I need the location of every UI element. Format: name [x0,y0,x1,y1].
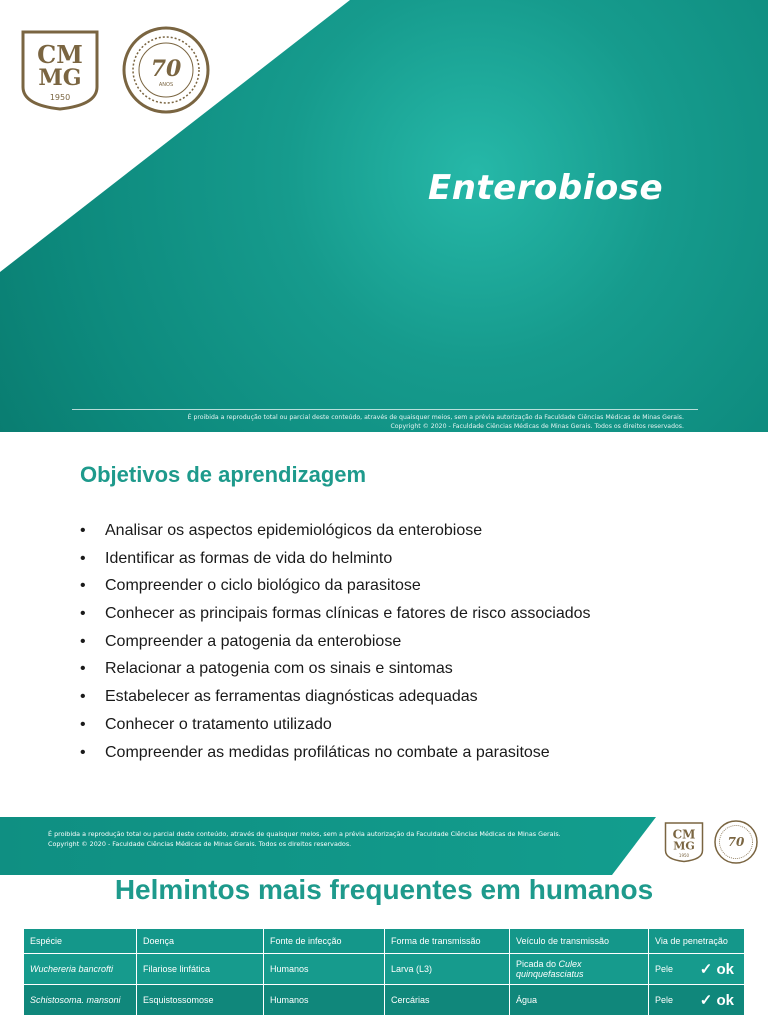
list-item [80,605,591,633]
objective-text: Compreender as medidas profiláticas no combate a parasitose [105,743,550,761]
copyright-line: É proibida a reprodução total ou parcial deste conteúdo, através de quaisquer meios, sem a prévia autorização da Faculdade Ciências Médicas de Minas Gerais. [48,830,561,838]
column-header: Forma de transmissão [385,929,510,954]
vehicle-text: Água [516,995,538,1005]
svg-text:70: 70 [727,835,745,849]
route-text: Pele [655,995,674,1005]
list-item [80,577,591,605]
helminths-slide [0,810,768,1024]
objective-text: Relacionar a patogenia com os sinais e sintomas [105,660,453,678]
svg-text:70: 70 [150,56,182,82]
objective-text: Analisar os aspectos epidemiológicos da enterobiose [105,522,483,539]
svg-text:MG: MG [673,839,695,853]
form-cell: Cercárias [385,985,510,1016]
bullet-icon: • [80,577,86,595]
vehicle-cell [510,954,649,985]
source-cell: Humanos [264,985,385,1016]
objective-text: Identificar as formas de vida do helminto [105,549,393,567]
species-cell: Wuchereria bancrofti [24,954,137,985]
copyright-notice [188,413,684,431]
column-header: Doença [137,929,264,954]
copyright-line: É proibida a reprodução total ou parcial deste conteúdo, através de quaisquer meios, sem a prévia autorização da Faculdade Ciências Médicas de Minas Gerais. [187,414,684,421]
disease-cell: Esquistossomose [137,985,264,1016]
list-item [80,688,591,716]
list-item [80,660,591,688]
svg-text:MG: MG [38,65,82,91]
objectives-slide [0,432,768,810]
svg-text:1950: 1950 [49,93,71,102]
helminths-heading: Helmintos mais frequentes em humanos [114,874,654,905]
route-cell [649,954,745,985]
bullet-icon: • [80,632,86,650]
bullet-icon: • [80,549,86,567]
source-cell: Humanos [264,954,385,985]
bullet-icon: • [80,522,86,539]
table-row [24,954,745,985]
bullet-icon: • [80,605,86,623]
objective-text: Compreender o ciclo biológico da parasitose [105,577,421,595]
objective-text: Compreender a patogenia da enterobiose [105,632,402,650]
check-ok-icon: ✓ ok [699,992,734,1009]
svg-text:ANOS: ANOS [158,82,174,88]
seal-70-years-icon [714,820,758,864]
cmmg-logo [664,821,704,863]
seal-70-years-icon [122,26,210,114]
list-item [80,744,591,772]
disease-cell: Filariose linfática [137,954,264,985]
slide-title: Enterobiose [428,168,664,208]
objective-text: Estabelecer as ferramentas diagnósticas adequadas [105,688,478,706]
column-header: Fonte de infecção [264,929,385,954]
vehicle-cell [510,985,649,1016]
list-item [80,633,591,661]
column-header: Via de penetração [649,929,745,954]
helminths-table [23,928,745,1016]
species-cell: Schistosoma. mansoni [24,985,137,1016]
table-row [24,985,745,1016]
check-ok-icon: ✓ ok [699,961,734,978]
cmmg-logo [20,29,100,111]
form-cell: Larva (L3) [385,954,510,985]
logo-group [664,820,758,864]
svg-text:1950: 1950 [678,853,690,858]
svg-text:CM: CM [37,40,83,69]
objectives-list [80,522,591,771]
vehicle-species: Culex quinquefasciatus [516,959,584,979]
bullet-icon: • [80,660,86,678]
objective-text: Conhecer as principais formas clínicas e fatores de risco associados [105,605,591,623]
objective-text: Conhecer o tratamento utilizado [105,715,332,733]
svg-text:CM: CM [672,827,696,842]
route-text: Pele [655,964,674,974]
list-item [80,716,591,744]
column-header: Veículo de transmissão [510,929,649,954]
bullet-icon: • [80,688,86,706]
divider-line [72,409,698,410]
route-cell [649,985,745,1016]
copyright-notice [48,829,561,849]
logo-group [20,26,210,114]
bullet-icon: • [80,743,86,761]
copyright-line: Copyright © 2020 - Faculdade Ciências Médicas de Minas Gerais. Todos os direitos reservados. [48,840,352,848]
list-item [80,550,591,578]
copyright-line: Copyright © 2020 - Faculdade Ciências Médicas de Minas Gerais. Todos os direitos reservados. [390,423,684,430]
table-header-row [24,929,745,954]
vehicle-text: Picada do [516,959,559,969]
objectives-heading: Objetivos de aprendizagem [80,462,367,487]
list-item [80,522,591,550]
column-header: Espécie [24,929,137,954]
title-slide [0,0,768,432]
bullet-icon: • [80,715,86,733]
